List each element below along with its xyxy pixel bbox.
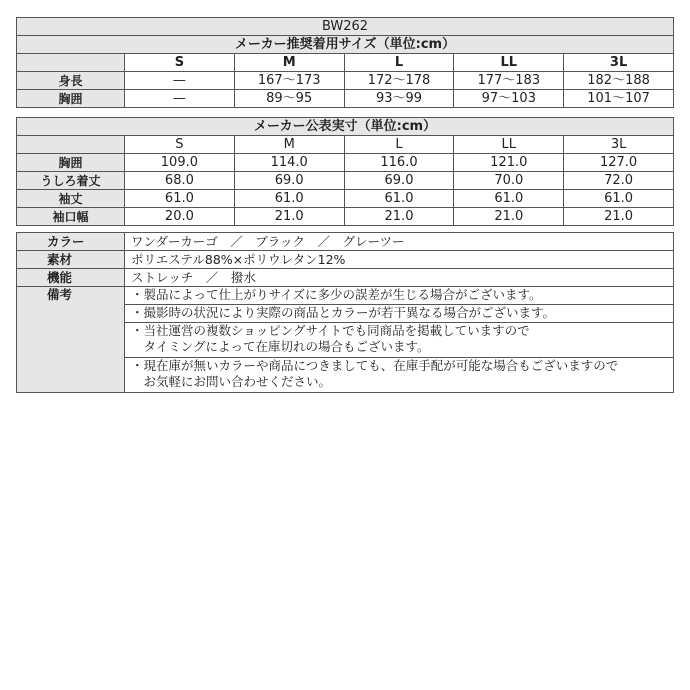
material-label: 素材 bbox=[17, 251, 125, 269]
table-cell: — bbox=[125, 72, 235, 90]
row-label: 袖口幅 bbox=[17, 208, 125, 226]
note-line: ・当社運営の複数ショッピングサイトでも同商品を掲載していますので bbox=[131, 323, 530, 338]
table-cell: 69.0 bbox=[344, 172, 454, 190]
size-header: L bbox=[344, 54, 454, 72]
note-item bbox=[125, 358, 674, 393]
recommended-size-table bbox=[16, 17, 674, 108]
size-header: M bbox=[234, 136, 344, 154]
product-info-table bbox=[16, 232, 674, 393]
size-header: LL bbox=[454, 54, 564, 72]
table-cell: 172〜178 bbox=[344, 72, 454, 90]
table-cell: 70.0 bbox=[454, 172, 564, 190]
size-header: LL bbox=[454, 136, 564, 154]
table-cell: 182〜188 bbox=[564, 72, 674, 90]
table-row bbox=[17, 190, 674, 208]
row-label: 胸囲 bbox=[17, 90, 125, 108]
product-code: BW262 bbox=[17, 18, 674, 36]
table-cell: 20.0 bbox=[125, 208, 235, 226]
note-line: お気軽にお問い合わせください。 bbox=[131, 374, 332, 389]
table-cell: 61.0 bbox=[234, 190, 344, 208]
corner-cell bbox=[17, 136, 125, 154]
table-row bbox=[17, 287, 674, 305]
notes-label: 備考 bbox=[17, 287, 125, 393]
row-label: 袖丈 bbox=[17, 190, 125, 208]
note-line: ・製品によって仕上がりサイズに多少の誤差が生じる場合がございます。 bbox=[131, 287, 542, 302]
table-cell: 116.0 bbox=[344, 154, 454, 172]
actual-size-title: メーカー公表実寸（単位:cm） bbox=[17, 118, 674, 136]
table-cell: 68.0 bbox=[125, 172, 235, 190]
table-cell: 93〜99 bbox=[344, 90, 454, 108]
table-cell: 72.0 bbox=[564, 172, 674, 190]
table-cell: 21.0 bbox=[564, 208, 674, 226]
table-cell: 121.0 bbox=[454, 154, 564, 172]
note-item bbox=[125, 287, 674, 305]
table-cell: 61.0 bbox=[125, 190, 235, 208]
function-label: 機能 bbox=[17, 269, 125, 287]
table-row bbox=[17, 72, 674, 90]
table-cell: 21.0 bbox=[234, 208, 344, 226]
table-row bbox=[17, 208, 674, 226]
color-value: ワンダーカーゴ ／ ブラック ／ グレーツー bbox=[125, 233, 674, 251]
row-label: うしろ着丈 bbox=[17, 172, 125, 190]
table-row bbox=[17, 233, 674, 251]
table-row bbox=[17, 90, 674, 108]
size-header: S bbox=[125, 136, 235, 154]
note-line: ・撮影時の状況により実際の商品とカラーが若干異なる場合がございます。 bbox=[131, 305, 556, 320]
table-row bbox=[17, 172, 674, 190]
table-cell: 127.0 bbox=[564, 154, 674, 172]
table-row bbox=[17, 251, 674, 269]
row-label: 胸囲 bbox=[17, 154, 125, 172]
actual-size-table bbox=[16, 117, 674, 226]
corner-cell bbox=[17, 54, 125, 72]
row-label: 身長 bbox=[17, 72, 125, 90]
table-cell: 89〜95 bbox=[234, 90, 344, 108]
recommended-size-title: メーカー推奨着用サイズ（単位:cm） bbox=[17, 36, 674, 54]
table-cell: 61.0 bbox=[564, 190, 674, 208]
function-value: ストレッチ ／ 撥水 bbox=[125, 269, 674, 287]
table-cell: 69.0 bbox=[234, 172, 344, 190]
size-header: M bbox=[234, 54, 344, 72]
size-header: S bbox=[125, 54, 235, 72]
table-cell: 97〜103 bbox=[454, 90, 564, 108]
size-header: L bbox=[344, 136, 454, 154]
table-cell: 114.0 bbox=[234, 154, 344, 172]
table-cell: — bbox=[125, 90, 235, 108]
table-cell: 177〜183 bbox=[454, 72, 564, 90]
table-cell: 21.0 bbox=[454, 208, 564, 226]
note-line: ・現在庫が無いカラーや商品につきましても、在庫手配が可能な場合もございますので bbox=[131, 358, 619, 373]
table-row bbox=[17, 269, 674, 287]
size-header: 3L bbox=[564, 54, 674, 72]
note-item bbox=[125, 305, 674, 323]
table-cell: 21.0 bbox=[344, 208, 454, 226]
material-value: ポリエステル88%×ポリウレタン12% bbox=[125, 251, 674, 269]
note-line: タイミングによって在庫切れの場合もございます。 bbox=[131, 339, 430, 354]
color-label: カラー bbox=[17, 233, 125, 251]
table-row bbox=[17, 154, 674, 172]
size-header: 3L bbox=[564, 136, 674, 154]
table-cell: 61.0 bbox=[454, 190, 564, 208]
table-cell: 101〜107 bbox=[564, 90, 674, 108]
table-cell: 109.0 bbox=[125, 154, 235, 172]
note-item bbox=[125, 323, 674, 358]
table-cell: 61.0 bbox=[344, 190, 454, 208]
table-cell: 167〜173 bbox=[234, 72, 344, 90]
